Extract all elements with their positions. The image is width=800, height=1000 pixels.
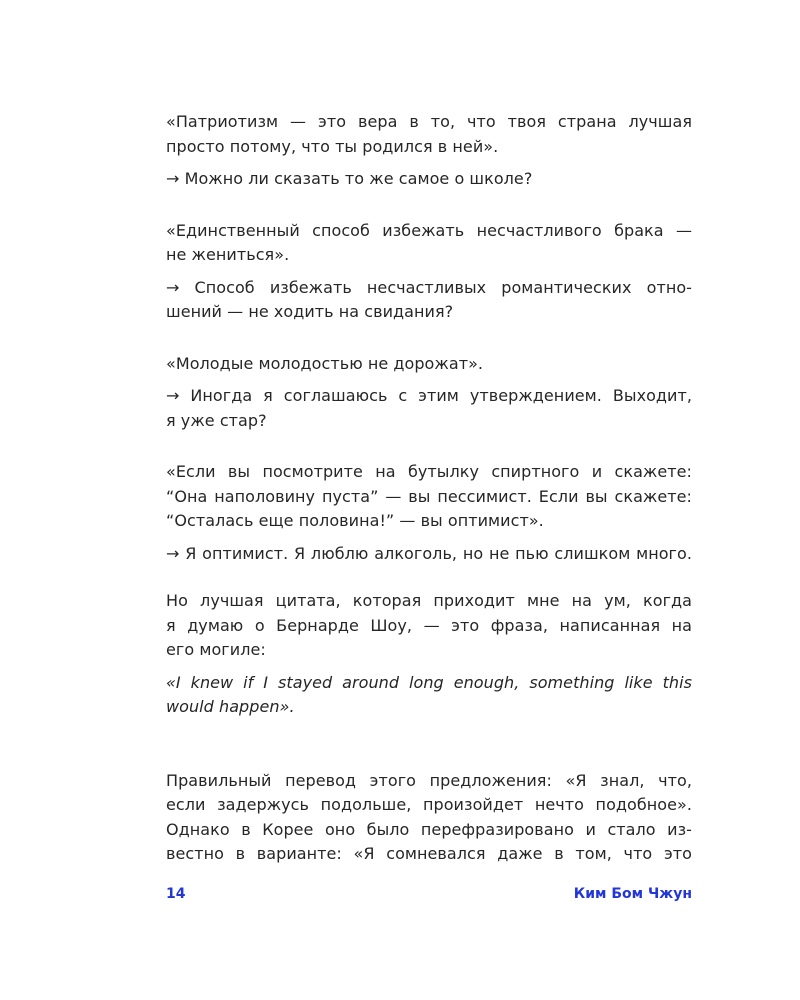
epitaph-quote [166,671,692,720]
quote-4-line-2: “Она наполовину пуста” — вы пессимист. Если вы скажете: [166,486,692,506]
translation-line-3: Однако в Корее оно было перефразировано и стало из- [166,819,692,839]
epitaph-line-1: «I knew if I stayed around long enough, something like this [166,672,692,692]
quote-4-line-3: “Осталась еще половина!” — вы оптимист». [166,511,544,530]
translation-line-1: Правильный перевод этого предложения: «Я знал, что, [166,770,692,790]
shaw-line-3: его могиле: [166,640,266,659]
comment-4-line-1: → Я оптимист. Я люблю алкоголь, но не пью слишком много. [166,543,692,563]
page-footer [166,886,692,908]
shaw-line-2: я думаю о Бернарде Шоу, — это фраза, написанная на [166,615,692,635]
comment-1-line-1: → Можно ли сказать то же самое о школе? [166,169,533,188]
quote-2-line-2: не жениться». [166,245,290,264]
comment-3-line-2: я уже стар? [166,410,267,430]
quote-1-line-1: «Патриотизм — это вера в то, что твоя страна лучшая [166,112,692,131]
running-author: Ким Бом Чжун [573,886,692,902]
comment-3-line-1: → Иногда я соглашаюсь с этим утверждением. Выходит, [166,386,692,405]
quote-4-line-1: «Если вы посмотрите на бутылку спиртного и скажете: [166,462,692,481]
quote-2-line-1: «Единственный способ избежать несчастливого брака — [166,220,692,240]
quote-3 [166,352,692,377]
shaw-paragraph [166,589,692,663]
translation-paragraph [166,769,692,867]
comment-2 [166,276,692,325]
translation-line-4: вестно в варианте: «Я сомневался даже в том, что это [166,844,692,863]
comment-2-line-2: шений — не ходить на свидания? [166,302,454,321]
page-number: 14 [166,886,186,902]
translation-line-2: если задержусь подольше, произойдет нечто подобное». [166,795,692,814]
quote-3-line-1: «Молодые молодостью не дорожат». [166,353,484,373]
comment-1 [166,167,692,192]
comment-2-line-1: → Способ избежать несчастливых романтических отно- [166,277,692,297]
quote-2 [166,219,692,268]
quote-1 [166,110,692,159]
epitaph-line-2: would happen». [166,697,295,716]
quote-4 [166,460,692,534]
comment-4 [166,542,692,567]
shaw-line-1: Но лучшая цитата, которая приходит мне на ум, когда [166,591,692,610]
quote-1-line-2: просто потому, что ты родился в ней». [166,136,499,156]
page-body [166,110,692,867]
comment-3 [166,384,692,433]
